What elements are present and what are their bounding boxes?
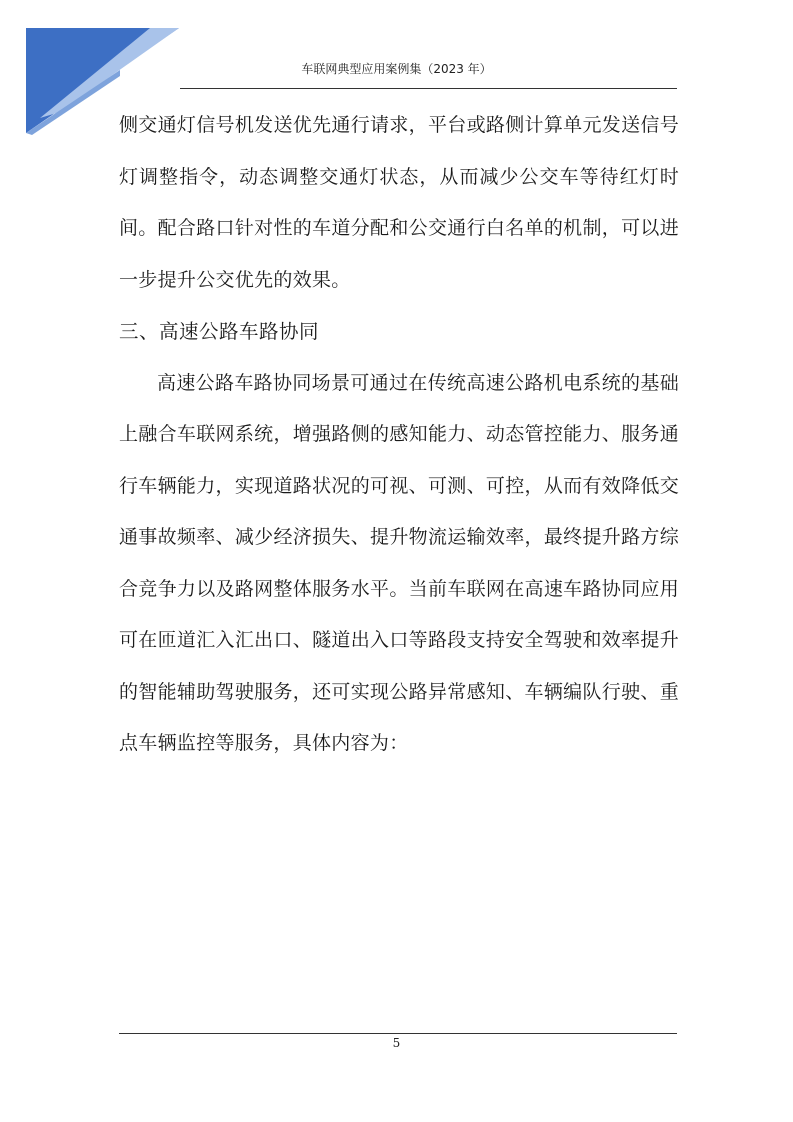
running-header-title: 车联网典型应用案例集（2023 年） xyxy=(301,62,492,76)
footer-rule xyxy=(119,1033,677,1034)
continued-paragraph: 侧交通灯信号机发送优先通行请求，平台或路侧计算单元发送信号灯调整指令，动态调整交通灯状态，从而减少公交车等待红灯时间。配合路口针对性的车道分配和公交通行白名单的机制，可以进一步提升公交优先的效果。 xyxy=(119,114,679,291)
page-body xyxy=(119,100,679,770)
section-paragraph: 高速公路车路协同场景可通过在传统高速公路机电系统的基础上融合车联网系统，增强路侧的感知能力、动态管控能力、服务通行车辆能力，实现道路状况的可视、可测、可控，从而有效降低交通事故频率、减少经济损失、提升物流运输效率，最终提升路方综合竞争力以及路网整体服务水平。当前车联网在高速车路协同应用可在匝道汇入汇出口、隧道出入口等路段支持安全驾驶和效率提升的智能辅助驾驶服务，还可实现公路异常感知、车辆编队行驶、重点车辆监控等服务，具体内容为： xyxy=(119,371,679,754)
page-number: 5 xyxy=(392,1036,401,1050)
section-heading: 三、高速公路车路协同 xyxy=(119,320,320,343)
header-rule xyxy=(180,88,677,89)
